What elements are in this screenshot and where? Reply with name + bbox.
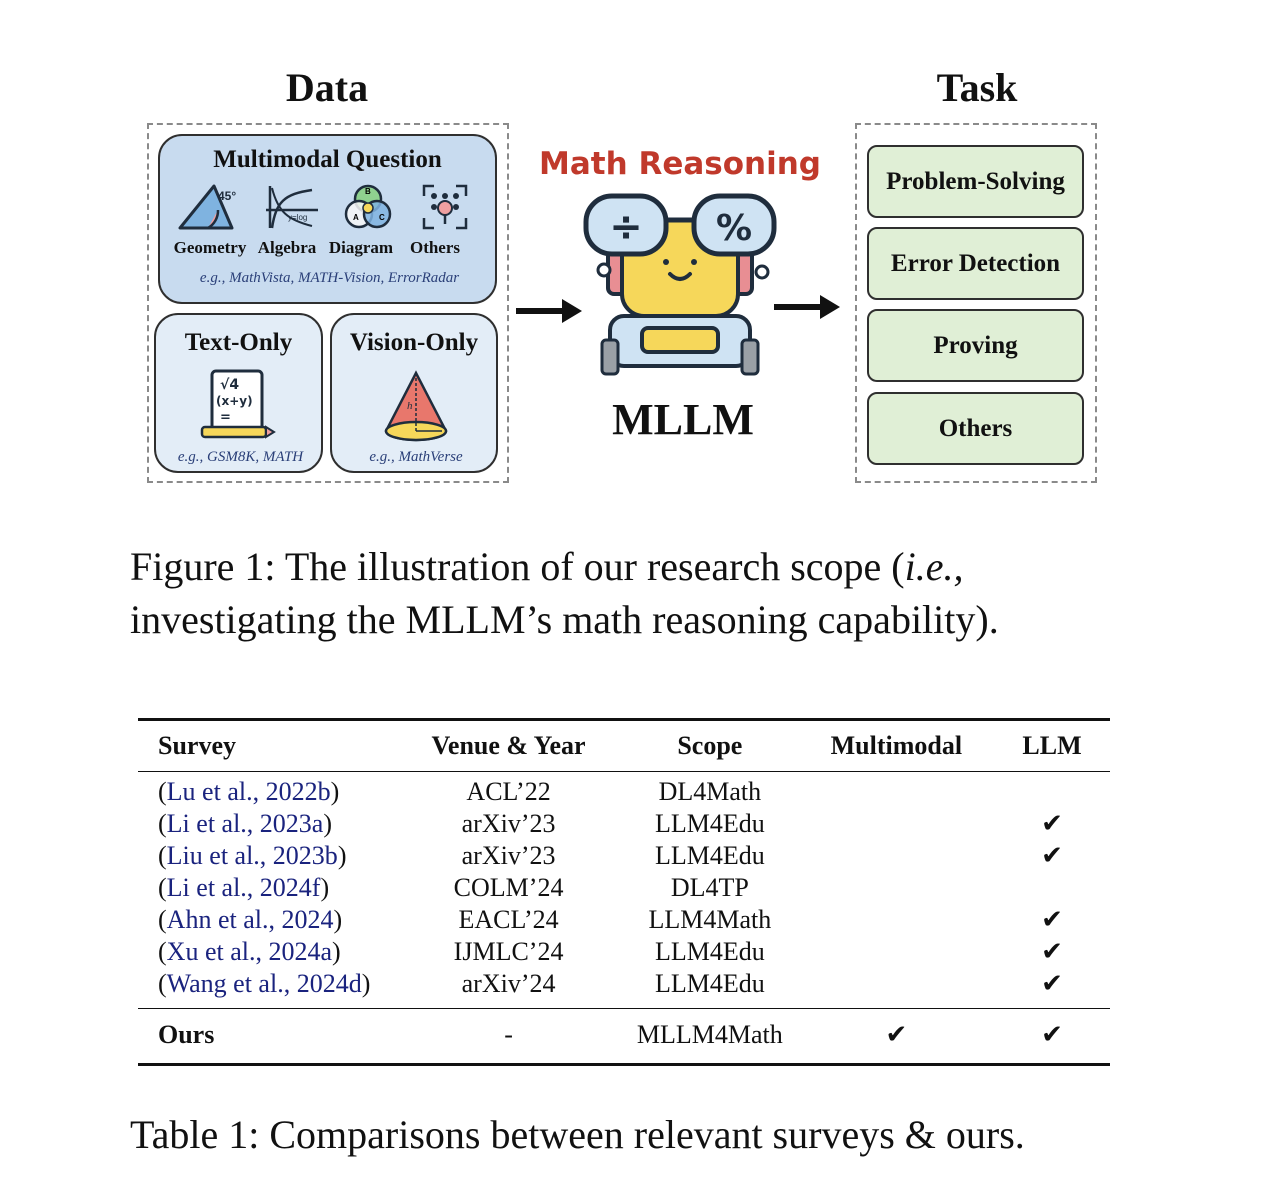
- formula-document-icon: [196, 367, 276, 443]
- svg-text:%: %: [715, 208, 753, 249]
- robot-icon: [580, 190, 780, 380]
- category-geometry: Geometry: [173, 238, 247, 257]
- check-icon: ✔: [1041, 1020, 1063, 1050]
- check-icon: ✔: [1041, 937, 1063, 967]
- task-heading: Task: [936, 65, 1018, 110]
- table-row: (Lu et al., 2022b) ACL’22 DL4Math: [158, 777, 762, 806]
- svg-text:B: B: [365, 187, 371, 196]
- figure-caption: Figure 1: The illustration of our research scope (i.e., investigating the MLLM’s math reasoning capability).: [130, 544, 999, 642]
- citation-link[interactable]: Lu et al., 2022b: [166, 777, 331, 806]
- table-row-ours: Ours - MLLM4Math ✔ ✔: [138, 1019, 1110, 1051]
- svg-text:√4: √4: [220, 377, 240, 393]
- text-only-examples: e.g., GSM8K, MATH: [177, 449, 304, 465]
- category-others: Others: [409, 238, 461, 257]
- citation-link[interactable]: Li et al., 2024f: [166, 873, 321, 902]
- svg-text:÷: ÷: [609, 204, 643, 250]
- algebra-icon: [262, 182, 322, 232]
- table-row: (Ahn et al., 2024) EACL’24 LLM4Math ✔: [138, 904, 1110, 936]
- task-others: Others: [867, 392, 1084, 465]
- multimodal-title: Multimodal Question: [213, 146, 442, 173]
- check-icon: ✔: [1041, 905, 1063, 935]
- comparison-table: [138, 721, 1110, 1059]
- mllm-label: MLLM: [612, 395, 754, 444]
- header-multimodal: Multimodal: [830, 731, 963, 760]
- check-icon: ✔: [1041, 809, 1063, 839]
- task-error-detection: Error Detection: [867, 227, 1084, 300]
- svg-text:(x+y): (x+y): [216, 394, 253, 408]
- task-problem-solving: Problem-Solving: [867, 145, 1084, 218]
- arrow-right-icon: [514, 296, 584, 326]
- citation-link[interactable]: Wang et al., 2024d: [166, 969, 362, 998]
- svg-text:C: C: [379, 213, 385, 222]
- header-venue-year: Venue & Year: [431, 731, 586, 760]
- header-llm: LLM: [1022, 731, 1082, 760]
- citation-link[interactable]: Ahn et al., 2024: [166, 905, 334, 934]
- vision-only-examples: e.g., MathVerse: [369, 449, 463, 465]
- svg-text:A: A: [353, 213, 359, 222]
- vision-only-panel: [330, 313, 498, 473]
- check-icon: ✔: [1041, 969, 1063, 999]
- table-caption: Table 1: Comparisons between relevant surveys & ours.: [130, 1112, 1025, 1157]
- category-diagram: Diagram: [328, 238, 394, 257]
- svg-text:=: =: [220, 410, 231, 425]
- header-scope: Scope: [677, 731, 743, 760]
- text-only-title: Text-Only: [184, 329, 293, 356]
- svg-text:h: h: [407, 400, 413, 412]
- geometry-icon: [174, 182, 244, 232]
- table-header-row: [138, 721, 1110, 772]
- vision-only-title: Vision-Only: [349, 329, 479, 356]
- table-row: (Li et al., 2024f) COLM’24 DL4TP: [158, 873, 749, 902]
- table-row: (Liu et al., 2023b) arXiv’23 LLM4Edu ✔: [138, 840, 1110, 872]
- text-only-panel: [154, 313, 323, 473]
- venn-diagram-icon: [340, 182, 396, 234]
- check-icon: ✔: [885, 1020, 908, 1050]
- citation-link[interactable]: Xu et al., 2024a: [166, 937, 333, 966]
- table-row: (Xu et al., 2024a) IJMLC’24 LLM4Edu ✔: [138, 936, 1110, 968]
- multimodal-question-panel: [158, 134, 497, 304]
- table-row: (Wang et al., 2024d) arXiv’24 LLM4Edu ✔: [138, 968, 1110, 1000]
- citation-link[interactable]: Li et al., 2023a: [166, 809, 324, 838]
- citation-link[interactable]: Liu et al., 2023b: [166, 841, 338, 870]
- arrow-right-icon: [772, 292, 842, 322]
- table-row: (Li et al., 2023a) arXiv’23 LLM4Edu ✔: [138, 808, 1110, 840]
- table-bottom-rule: [138, 1063, 1110, 1066]
- category-algebra: Algebra: [257, 238, 317, 257]
- math-reasoning-title: Math Reasoning: [539, 146, 821, 182]
- task-proving: Proving: [867, 309, 1084, 382]
- multimodal-examples: e.g., MathVista, MATH-Vision, ErrorRadar: [199, 270, 460, 286]
- data-heading: Data: [285, 65, 369, 110]
- svg-text:y=log: y=log: [288, 213, 308, 222]
- cone-icon: [380, 369, 452, 445]
- header-survey: Survey: [158, 731, 236, 760]
- others-icon: [420, 182, 470, 232]
- svg-text:45°: 45°: [218, 189, 237, 203]
- check-icon: ✔: [1041, 841, 1063, 871]
